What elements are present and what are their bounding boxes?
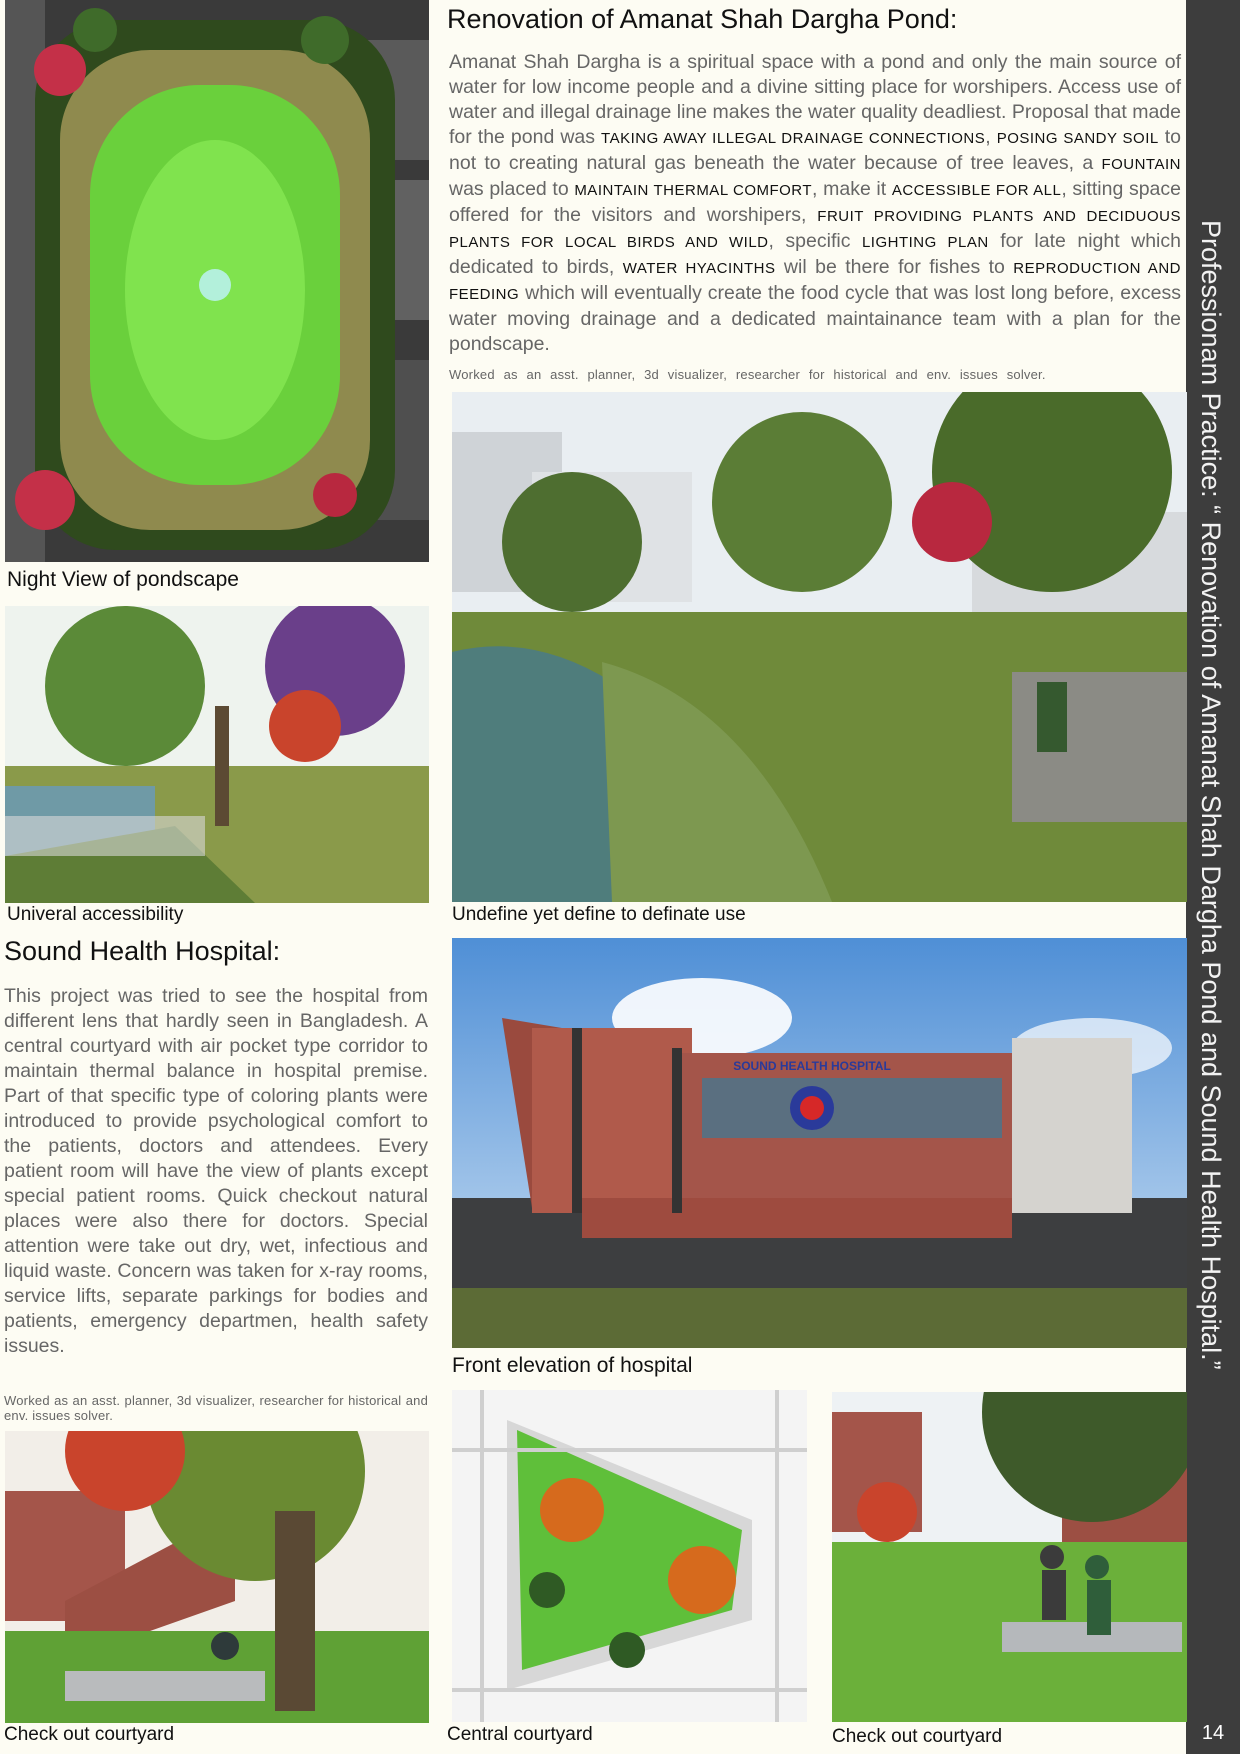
pond-keyword: LIGHTING PLAN (861, 234, 989, 251)
pond-keyword: FRUIT PROVIDING PLANTS AND DECIDUOUS PLANTS FOR LOCAL BIRDS AND WILD (449, 208, 1182, 251)
vertical-page-title: Professionam Practice: “ Renovation of Amanat Shah Dargha Pond and Sound Health Hospital.” (1196, 220, 1226, 1370)
pond-role-note: Worked as an asst. planner, 3d visualizer, researcher for historical and env. issues solver. (449, 367, 1046, 382)
hospital-sign-text: SOUND HEALTH HOSPITAL (733, 1059, 891, 1073)
pond-keyword: POSING SANDY SOIL (996, 130, 1159, 147)
pond-keyword: FOUNTAIN (1101, 156, 1181, 173)
pond-text-run: which will eventually create the food cycle that was lost long before, excess water moving drainage and a dedicated maintainance team with a plan for the pondscape. (449, 282, 1181, 355)
central-courtyard-image (452, 1390, 807, 1722)
universal-accessibility-image (5, 606, 429, 903)
night-view-caption: Night View of pondscape (7, 568, 239, 591)
page-number: 14 (1201, 1722, 1225, 1744)
front-elevation-image (452, 938, 1187, 1348)
pond-text-run: , sitting space offered for the visitors and worshipers, (449, 178, 1181, 226)
pond-text-run: for late night which dedicated to birds, (449, 230, 1181, 278)
night-view-pond-image (5, 0, 429, 562)
hospital-role-note: Worked as an asst. planner, 3d visualizer, researcher for historical and env. issues solver. (4, 1393, 428, 1423)
universal-accessibility-caption: Univeral accessibility (7, 904, 184, 925)
pond-text-run: to not to creating natural gas beneath the water because of tree leaves, a (449, 126, 1181, 174)
pond-section-heading: Renovation of Amanat Shah Dargha Pond: (447, 4, 958, 34)
undefine-space-caption: Undefine yet define to definate use (452, 904, 746, 925)
pond-keyword: WATER HYACINTHS (622, 260, 776, 277)
pond-text-run: Amanat Shah Dargha is a spiritual space with a pond and only the main source of water for low income people and a divine sitting place for worshipers. Access use of water and illegal drainage line makes the water quality deadliest. Proposal that made for the pond was (449, 51, 1181, 148)
checkout-courtyard-left-image (5, 1431, 429, 1723)
front-elevation-caption: Front elevation of hospital (452, 1354, 693, 1377)
hospital-description: This project was tried to see the hospital from different lens that hardly seen in Bangladesh. A central courtyard with air pocket type corridor to maintain thermal balance in hospital premise. Part of that specific type of coloring plants were introduced to provide psychological comfort to the patients, doctors and attendees. Every patient room will have the view of plants except special patient rooms. Quick checkout natural places were also there for doctors. Special attention were take out dry, wet, infectious and liquid waste. Concern was taken for x-ray rooms, service lifts, separate parkings for bodies and patients, emergency departmen, health safety issues. (4, 985, 428, 1357)
pond-text-run: was placed to (449, 178, 575, 200)
pond-keyword: REPRODUCTION AND FEEDING (449, 260, 1181, 303)
checkout-courtyard-right-image (832, 1392, 1187, 1722)
hospital-section-heading: Sound Health Hospital: (4, 936, 281, 966)
pond-keyword: MAINTAIN THERMAL COMFORT (574, 182, 813, 199)
central-courtyard-caption: Central courtyard (447, 1724, 593, 1745)
pond-text-run: wil be there for fishes to (775, 256, 1014, 278)
checkout-courtyard-right-caption: Check out courtyard (832, 1726, 1003, 1747)
pond-keyword: TAKING AWAY ILLEGAL DRAINAGE CONNECTIONS (601, 130, 986, 147)
checkout-courtyard-left-caption: Check out courtyard (4, 1724, 175, 1745)
pond-text-run: , make it (812, 178, 892, 200)
pond-keyword: ACCESSIBLE FOR ALL (891, 182, 1062, 199)
pond-description (449, 50, 1181, 357)
pond-text-run: , specific (768, 230, 862, 252)
pond-text-run: , (985, 126, 997, 148)
undefine-space-image (452, 392, 1187, 902)
